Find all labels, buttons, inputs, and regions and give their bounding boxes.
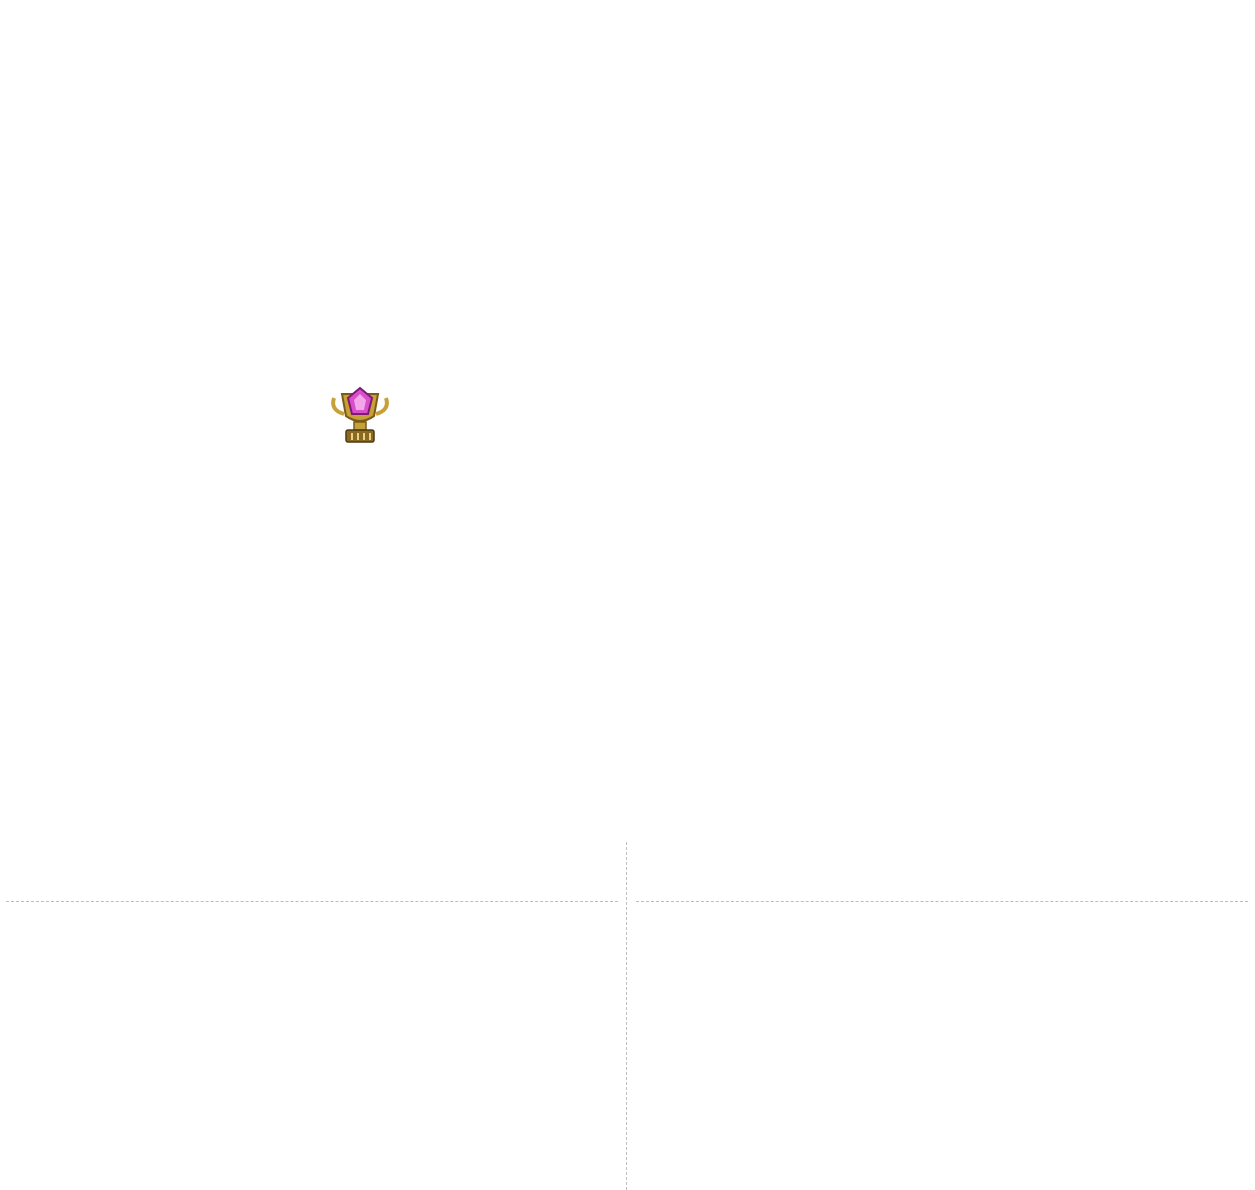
column-divider (626, 842, 627, 1190)
crystal-league-trophy-icon (328, 386, 392, 446)
right-header-rule (636, 901, 1248, 902)
left-header-rule (6, 901, 618, 902)
